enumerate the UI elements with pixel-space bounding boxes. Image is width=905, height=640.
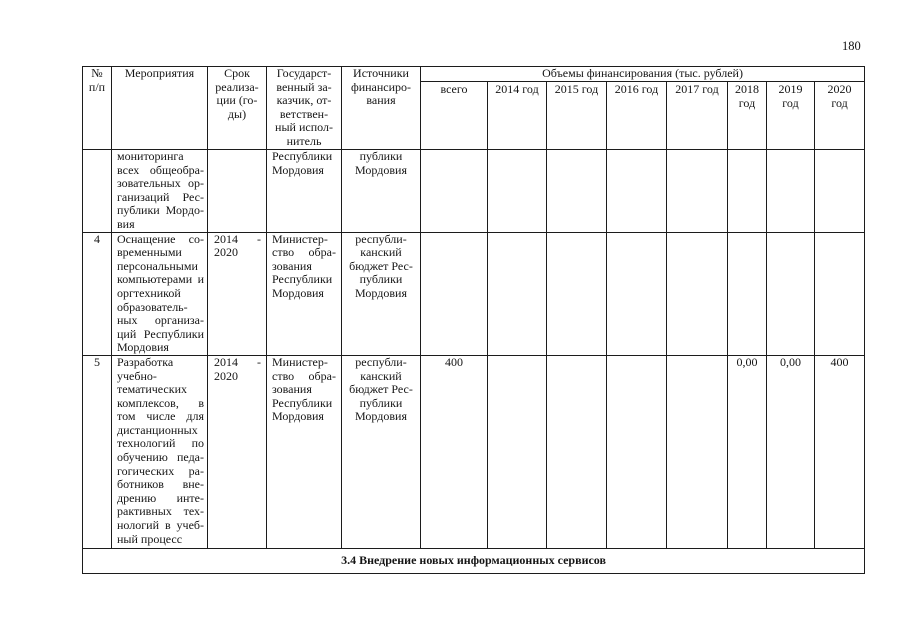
value-total (421, 150, 488, 233)
value-2014 (488, 355, 547, 548)
cell-line: год (782, 95, 799, 110)
cell-line: республи- (355, 232, 407, 246)
row-term (208, 232, 267, 355)
row-term (208, 150, 267, 233)
cell-line: рактивных тех- (117, 504, 204, 519)
value-2018: 0,00 (728, 355, 767, 548)
value-2018 (728, 232, 767, 355)
header-measures (112, 67, 208, 150)
cell-line: венный за- (276, 79, 332, 94)
cell-line: Республики (272, 395, 333, 410)
row-num (83, 150, 112, 233)
header-term (208, 67, 267, 150)
section-row (83, 548, 865, 573)
header-total (421, 82, 488, 150)
cell-line: дрению инте- (117, 490, 204, 505)
cell-line: Оснащение со- (117, 232, 204, 246)
value-2018 (728, 150, 767, 233)
value-2020 (815, 232, 865, 355)
value-2019 (767, 150, 815, 233)
row-term (208, 355, 267, 548)
cell-line: 2014 - (214, 355, 261, 369)
header-customer (267, 67, 342, 150)
cell-line: ный процесс (117, 531, 183, 546)
cell-line: публики (359, 395, 403, 410)
cell-line: персональными (117, 258, 198, 273)
cell-line: ный испол- (275, 120, 333, 135)
cell-line: Республики (272, 272, 333, 287)
cell-line: Мордовия (117, 340, 169, 355)
header-year-2020 (815, 82, 865, 150)
cell-line: 2014 год (495, 82, 539, 96)
cell-line: вия (117, 216, 135, 231)
cell-line: Мордовия (355, 285, 407, 300)
row-num (83, 355, 112, 548)
cell-line: 5 (94, 355, 100, 369)
cell-line: казчик, от- (276, 93, 332, 108)
cell-line: бюджет Рес- (349, 382, 413, 397)
cell-line: ных организа- (117, 313, 204, 328)
cell-line: всех общеобра- (117, 162, 204, 177)
header-row (83, 67, 865, 82)
cell-line: Мордовия (272, 409, 324, 424)
cell-line: 2019 (778, 82, 803, 96)
cell-line: учебно- (117, 368, 157, 383)
header-year-2015 (547, 82, 607, 150)
cell-line: публики Мордо- (117, 203, 204, 218)
row-customer (267, 150, 342, 233)
table-row (83, 232, 865, 355)
cell-line: 2020 (214, 368, 238, 383)
cell-line: комплексов, в (117, 395, 204, 410)
header-year-2019 (767, 82, 815, 150)
page-number: 180 (842, 39, 861, 53)
header-year-2014 (488, 82, 547, 150)
cell-line: обучению педа- (117, 450, 204, 465)
header-funding: Объемы финансирования (тыс. рублей) (421, 67, 865, 82)
cell-line: дистанционных (117, 422, 198, 437)
header-year-2016 (607, 82, 667, 150)
cell-line: 2020 (214, 245, 238, 260)
cell-line: Государст- (276, 66, 332, 80)
cell-line: публики (359, 272, 403, 287)
cell-line: Источники (353, 66, 409, 80)
cell-line: бюджет Рес- (349, 258, 413, 273)
value-2015 (547, 355, 607, 548)
cell-line: мониторинга (117, 149, 184, 163)
row-customer (267, 355, 342, 548)
cell-line: год (738, 95, 756, 110)
cell-line: ды) (227, 106, 247, 121)
cell-line: оргтехникой (117, 285, 181, 300)
cell-line: финансиро- (350, 79, 412, 94)
cell-line: нитель (286, 133, 322, 148)
cell-line: 2017 год (675, 82, 719, 96)
cell-line: том числе для (117, 409, 204, 424)
row-num (83, 232, 112, 355)
value-2017 (667, 355, 728, 548)
cell-line: временными (117, 245, 182, 260)
cell-line: п/п (88, 79, 106, 94)
value-total: 400 (421, 355, 488, 548)
cell-line: 4 (94, 232, 100, 246)
cell-line: образователь- (117, 299, 188, 314)
cell-line: 2018 (735, 82, 759, 96)
cell-line: публики (359, 149, 403, 163)
cell-line: компьютерами и (117, 272, 204, 287)
value-2016 (607, 150, 667, 233)
value-2017 (667, 232, 728, 355)
cell-line: 2015 год (554, 82, 599, 96)
cell-line: ветствен- (279, 106, 329, 121)
cell-line: 2016 год (614, 82, 659, 96)
value-2019 (767, 232, 815, 355)
table-row (83, 355, 865, 548)
row-source (342, 150, 421, 233)
cell-line: год (831, 95, 848, 110)
cell-line: Республики (272, 149, 333, 163)
cell-line: ство обра- (272, 368, 336, 383)
value-2017 (667, 150, 728, 233)
cell-line: нологий в учеб- (117, 518, 204, 533)
cell-line: канский (360, 245, 402, 260)
row-measure (112, 150, 208, 233)
section-title: 3.4 Внедрение новых информационных сервисов (83, 548, 865, 573)
cell-line: ции (го- (216, 93, 258, 108)
row-source (342, 355, 421, 548)
header-year-2017 (667, 82, 728, 150)
cell-line: Разработка (117, 355, 174, 369)
value-2020 (815, 150, 865, 233)
cell-line: гогических ра- (117, 463, 204, 478)
cell-line: технологий по (117, 436, 204, 451)
cell-line: республи- (355, 355, 407, 369)
cell-line: 2020 (827, 82, 852, 96)
cell-line: Срок (224, 66, 250, 80)
header-year-2018 (728, 82, 767, 150)
cell-line: Министер- (272, 355, 328, 369)
cell-line: зовательных ор- (117, 176, 204, 191)
value-2019: 0,00 (767, 355, 815, 548)
value-2020: 400 (815, 355, 865, 548)
cell-line: Мероприятия (124, 66, 195, 80)
cell-line: зования (272, 382, 312, 397)
value-2016 (607, 232, 667, 355)
cell-line: 2014 - (214, 232, 261, 246)
cell-line: вания (366, 93, 396, 108)
value-2014 (488, 232, 547, 355)
cell-line: № (91, 66, 103, 80)
row-source (342, 232, 421, 355)
cell-line: тематических (117, 382, 188, 397)
value-2015 (547, 150, 607, 233)
cell-line: реализа- (215, 79, 259, 94)
row-measure (112, 232, 208, 355)
cell-line: Мордовия (355, 162, 407, 177)
value-2015 (547, 232, 607, 355)
financing-table (82, 66, 865, 574)
cell-line: Мордовия (272, 162, 324, 177)
cell-line: всего (440, 82, 468, 96)
cell-line: ганизаций Рес- (117, 189, 204, 204)
cell-line: Мордовия (272, 285, 324, 300)
row-measure (112, 355, 208, 548)
cell-line: ство обра- (272, 245, 336, 260)
value-total (421, 232, 488, 355)
table-row (83, 150, 865, 233)
cell-line: канский (360, 368, 402, 383)
cell-line: ций Республики (117, 326, 204, 341)
value-2016 (607, 355, 667, 548)
value-2014 (488, 150, 547, 233)
cell-line: ботников вне- (117, 477, 204, 492)
row-customer (267, 232, 342, 355)
header-num (83, 67, 112, 150)
cell-line: зования (272, 258, 312, 273)
cell-line: Мордовия (355, 409, 407, 424)
header-sources (342, 67, 421, 150)
cell-line: Министер- (272, 232, 328, 246)
